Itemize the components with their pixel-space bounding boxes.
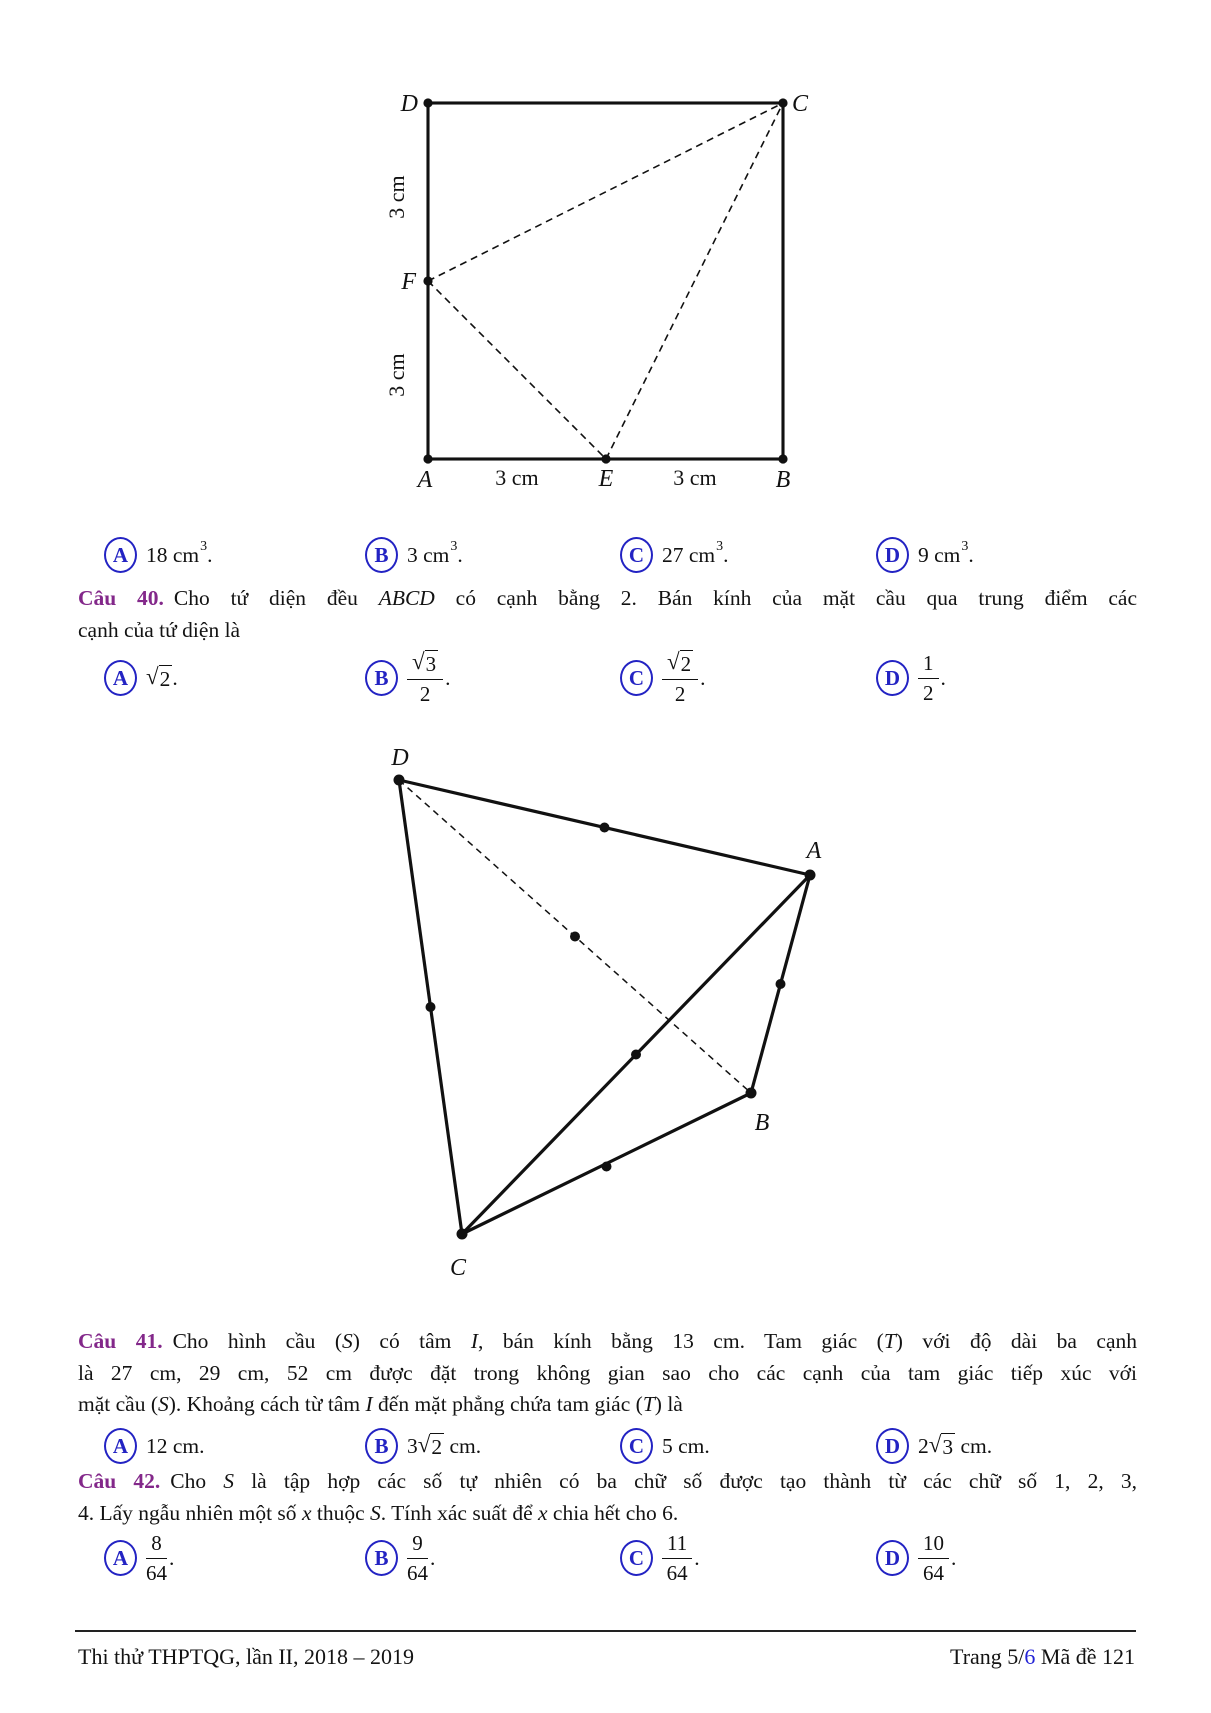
question-40 [78, 583, 1137, 646]
question-line: Câu 41. Cho hình cầu (S) có tâm I, bán kính bằng 13 cm. Tam giác (T) với độ dài ba cạnh [78, 1329, 1137, 1353]
option-a-badge [104, 1540, 137, 1576]
q39-option-b [365, 524, 463, 586]
square-outline [428, 103, 783, 459]
option-letter: A [112, 542, 129, 567]
dashed-line-fe [428, 281, 606, 459]
option-value: 27 cm $^3$ . [662, 539, 729, 567]
q39-option-a [104, 524, 213, 586]
q41-option-a [104, 1424, 205, 1468]
q40-option-d [876, 646, 946, 710]
option-a-badge [104, 537, 137, 573]
option-letter: B [374, 665, 389, 690]
question-number: Câu 40. [78, 586, 164, 610]
fraction: $\frac{11}{64}$ [662, 1531, 692, 1584]
radical-icon: √ [928, 1431, 942, 1457]
radical-icon: √ [146, 663, 159, 689]
dim-label-eb: 3 cm [673, 465, 717, 490]
option-b-badge [365, 1540, 398, 1576]
vertex-label-f: F [401, 269, 416, 295]
option-value: $\frac{9}{64}$ . [407, 1531, 436, 1585]
radical-icon: √ [667, 649, 680, 675]
option-d-badge [876, 537, 909, 573]
vertex-dot-a [423, 454, 432, 463]
question-line: mặt cầu (S). Khoảng cách từ tâm I đến mặt phẳng chứa tam giác (T) là [78, 1392, 683, 1416]
question-42 [78, 1466, 1137, 1529]
option-letter: C [628, 1433, 645, 1458]
q39-options [0, 524, 1211, 586]
vertex-label-d: D [391, 745, 409, 771]
dim-label-df: 3 cm [384, 175, 409, 219]
option-letter: D [884, 542, 901, 567]
q40-options [0, 646, 1211, 710]
fraction: $\frac{10}{64}$ [918, 1531, 949, 1584]
option-c-badge [620, 660, 653, 696]
vertex-label-b: B [754, 1110, 770, 1136]
footer-page-info [950, 1644, 1135, 1670]
midpoint-dot-ac [631, 1050, 641, 1060]
vertex-label-d: D [400, 91, 418, 117]
vertex-label-b: B [775, 467, 791, 493]
fraction: √ 3 2 [407, 650, 443, 705]
option-a-badge [104, 1428, 137, 1464]
question-line: Câu 42. Cho S là tập hợp các số tự nhiên có ba chữ số được tạo thành từ các chữ số 1, 2, 3, [78, 1469, 1138, 1493]
vertex-dot-f [423, 276, 432, 285]
midpoint-dot-da [600, 823, 610, 833]
question-41 [78, 1326, 1137, 1421]
option-value: 5 cm. [662, 1433, 710, 1458]
option-value: 18 cm $^3$ . [146, 539, 213, 567]
vertex-dot-b [778, 454, 787, 463]
dim-label-fa: 3 cm [384, 353, 409, 397]
vertex-dot-c [778, 98, 787, 107]
fraction: $\frac{9}{64}$ [407, 1531, 428, 1585]
option-letter: A [112, 665, 129, 690]
footer [78, 1644, 1135, 1670]
vertex-dot-d [423, 98, 432, 107]
q42-option-b [365, 1526, 435, 1590]
footer-exam-title: Thi thử THPTQG, lần II, 2018 – 2019 [78, 1644, 414, 1669]
q42-option-c [620, 1526, 700, 1590]
option-value: √ 3 2 . [407, 650, 451, 705]
option-b-badge [365, 537, 398, 573]
sqrt-expression: √ 3 [928, 1431, 954, 1459]
sqrt-expression: √ 2 [146, 663, 171, 691]
vertex-label-a: A [806, 838, 822, 864]
footer-rule [75, 1630, 1136, 1632]
dim-label-ae: 3 cm [495, 465, 539, 490]
q41-options [0, 1424, 1211, 1468]
fraction: √ 2 2 [662, 650, 698, 705]
midpoint-dot-ab [776, 979, 786, 989]
option-letter: B [374, 1433, 389, 1458]
option-c-badge [620, 1428, 653, 1464]
option-letter: A [112, 1545, 129, 1570]
square-figure [330, 55, 830, 505]
question-line: cạnh của tứ diện là [78, 617, 241, 642]
dashed-line-ec [606, 103, 783, 459]
q41-option-c [620, 1424, 710, 1468]
fraction: $\frac{8}{64}$ [146, 1531, 167, 1585]
option-value: $\frac{1}{2}$ . [918, 651, 946, 704]
option-value: √ 2 2 . [662, 650, 706, 705]
option-c-badge [620, 537, 653, 573]
midpoint-dot-db [570, 932, 580, 942]
q42-option-a [104, 1526, 174, 1590]
vertex-label-e: E [598, 466, 614, 492]
option-letter: C [628, 542, 645, 567]
option-c-badge [620, 1540, 653, 1576]
question-line: là 27 cm, 29 cm, 52 cm được đặt trong không gian sao cho các cạnh của tam giác tiếp xúc với [78, 1360, 1137, 1385]
option-value: √ 2 . [146, 663, 178, 691]
page-number: Trang 5/ [950, 1644, 1025, 1669]
fraction: $\frac{1}{2}$ [918, 651, 939, 704]
vertex-dot-e [601, 454, 610, 463]
radical-icon: √ [417, 1431, 431, 1457]
option-b-badge [365, 1428, 398, 1464]
q40-option-c [620, 646, 706, 710]
option-letter: D [884, 1545, 901, 1570]
option-value: 3 cm $^3$ . [407, 539, 463, 567]
q42-options [0, 1526, 1211, 1590]
option-value: 3 √ 2 cm. [407, 1431, 482, 1459]
option-letter: A [112, 1433, 129, 1458]
midpoint-dot-bc [602, 1162, 612, 1172]
vertex-dot-b [746, 1088, 757, 1099]
option-letter: B [374, 542, 389, 567]
q40-option-b [365, 646, 451, 710]
vertex-dot-a [805, 870, 816, 881]
option-letter: D [884, 665, 901, 690]
q41-option-b [365, 1424, 481, 1468]
question-number: Câu 42. [78, 1469, 161, 1493]
option-letter: C [628, 665, 645, 690]
option-letter: C [628, 1545, 645, 1570]
vertex-dot-c [457, 1229, 468, 1240]
page-6-link[interactable]: 6 [1024, 1644, 1036, 1669]
q42-option-d [876, 1526, 956, 1590]
option-value: 12 cm. [146, 1433, 205, 1458]
option-a-badge [104, 660, 137, 696]
q39-option-d [876, 524, 974, 586]
exam-code: Mã đề 121 [1035, 1644, 1135, 1669]
dashed-line-fc [428, 103, 783, 281]
question-number: Câu 41. [78, 1329, 163, 1353]
vertex-label-a: A [417, 467, 433, 493]
vertex-label-c: C [449, 1255, 467, 1281]
option-value: 2 √ 3 cm. [918, 1431, 993, 1459]
sqrt-expression: √ 2 [417, 1431, 443, 1459]
option-letter: B [374, 1545, 389, 1570]
vertex-label-c: C [792, 91, 809, 117]
radical-icon: √ [412, 649, 425, 675]
q39-option-c [620, 524, 729, 586]
question-line: 4. Lấy ngẫu nhiên một số x thuộc S. Tính xác suất để x chia hết cho 6. [78, 1500, 679, 1525]
q41-option-d [876, 1424, 992, 1468]
midpoint-dot-dc [426, 1002, 436, 1012]
vertex-dot-d [394, 775, 405, 786]
tetrahedron-figure [330, 740, 850, 1300]
option-value: $\frac{8}{64}$ . [146, 1531, 175, 1585]
option-d-badge [876, 1428, 909, 1464]
q40-option-a [104, 646, 178, 710]
question-line: Câu 40. Cho tứ diện đều ABCD có cạnh bằng 2. Bán kính của mặt cầu qua trung điểm các [78, 586, 1138, 610]
option-d-badge [876, 1540, 909, 1576]
option-d-badge [876, 660, 909, 696]
option-value: 9 cm $^3$ . [918, 539, 974, 567]
option-letter: D [884, 1433, 901, 1458]
option-value: $\frac{11}{64}$ . [662, 1531, 700, 1584]
option-value: $\frac{10}{64}$ . [918, 1531, 956, 1584]
option-b-badge [365, 660, 398, 696]
